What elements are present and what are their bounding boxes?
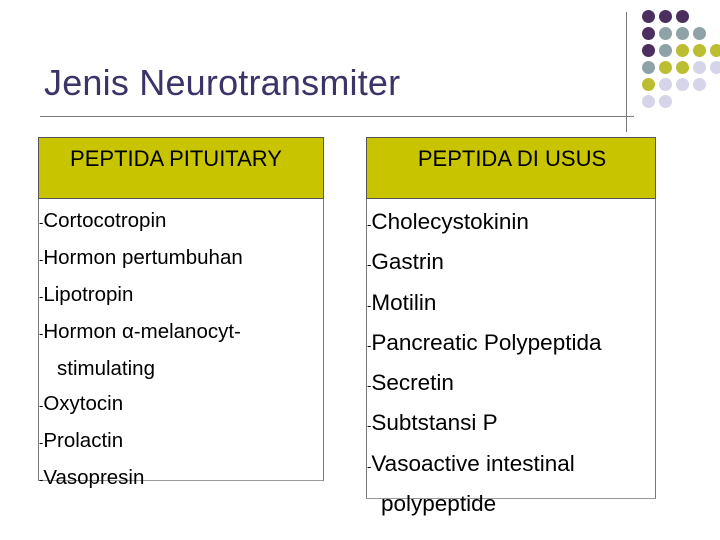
decorative-dot-grid [636, 8, 720, 118]
decorative-dot [642, 44, 655, 57]
list-item-text: Vasopresin [43, 466, 145, 489]
slide-title: Jenis Neurotransmiter [44, 62, 401, 103]
list-item-text: Motilin [371, 289, 437, 315]
decorative-dot [659, 78, 672, 91]
list-item [39, 203, 323, 240]
list-item [367, 203, 655, 243]
decorative-dot [676, 44, 689, 57]
list-item-text: Subtstansi P [371, 410, 498, 436]
decorative-dot [642, 78, 655, 91]
list-bullet: - [367, 337, 372, 353]
column-body-right [366, 199, 656, 517]
title-divider [40, 116, 634, 117]
decorative-dot [676, 61, 689, 74]
list-item-text: Hormon α-melanocyt- [43, 320, 241, 343]
decorative-dot [676, 27, 689, 40]
list-bullet: - [367, 217, 372, 232]
vertical-divider [626, 12, 627, 132]
list-item-text: Lipotropin [43, 283, 134, 306]
list-item-continuation [367, 485, 655, 522]
list-item [367, 284, 655, 324]
decorative-dot [693, 78, 706, 91]
list-item-text: Secretin [371, 370, 454, 396]
list-item-text: Hormon pertumbuhan [43, 246, 243, 269]
list-item [39, 314, 323, 351]
list-item-text: Cortocotropin [43, 209, 167, 232]
list-bullet: - [39, 326, 44, 341]
list-item [367, 404, 655, 444]
list-item [367, 324, 655, 364]
column-peptida-pituitary [38, 137, 324, 489]
list-item-text: Gastrin [371, 249, 444, 275]
list-bullet: - [39, 215, 44, 230]
list-item [367, 243, 655, 283]
decorative-dot [659, 44, 672, 57]
list-item-continuation [39, 351, 323, 386]
list-bullet: - [39, 398, 44, 413]
list-item [39, 240, 323, 277]
list-item-text: stimulating [57, 357, 155, 380]
list-item-text: Prolactin [43, 429, 124, 452]
column-body-left [38, 199, 324, 489]
list-bullet: - [39, 252, 44, 267]
list-item-text: Oxytocin [43, 392, 124, 415]
decorative-dot [642, 10, 655, 23]
column-heading-right: PEPTIDA DI USUS [366, 137, 656, 199]
column-peptida-di-usus [366, 137, 656, 517]
list-item-text: polypeptide [381, 491, 497, 517]
list-item-text: Vasoactive intestinal [371, 450, 575, 476]
list-item [39, 460, 323, 497]
decorative-dot [659, 61, 672, 74]
decorative-dot [676, 78, 689, 91]
decorative-dot [659, 10, 672, 23]
list-item [39, 386, 323, 423]
list-item [367, 445, 655, 485]
list-bullet: - [39, 472, 44, 487]
decorative-dot [642, 95, 655, 108]
list-bullet: - [367, 257, 372, 273]
decorative-dot [659, 27, 672, 40]
decorative-dot [693, 44, 706, 57]
list-bullet: - [39, 289, 44, 304]
decorative-dot [693, 27, 706, 40]
list-bullet: - [367, 418, 372, 434]
decorative-dot [710, 61, 720, 74]
decorative-dot [693, 61, 706, 74]
list-bullet: - [367, 458, 372, 474]
list-item-text: Pancreatic Polypeptida [371, 329, 602, 355]
list-bullet: - [39, 435, 44, 450]
decorative-dot [710, 44, 720, 57]
column-heading-left: PEPTIDA PITUITARY [38, 137, 324, 199]
list-item [367, 364, 655, 404]
list-item [39, 277, 323, 314]
decorative-dot [642, 27, 655, 40]
list-item [39, 423, 323, 460]
list-item-text: Cholecystokinin [371, 209, 529, 234]
decorative-dot [676, 10, 689, 23]
list-bullet: - [367, 378, 372, 394]
decorative-dot [642, 61, 655, 74]
list-bullet: - [367, 297, 372, 313]
decorative-dot [659, 95, 672, 108]
